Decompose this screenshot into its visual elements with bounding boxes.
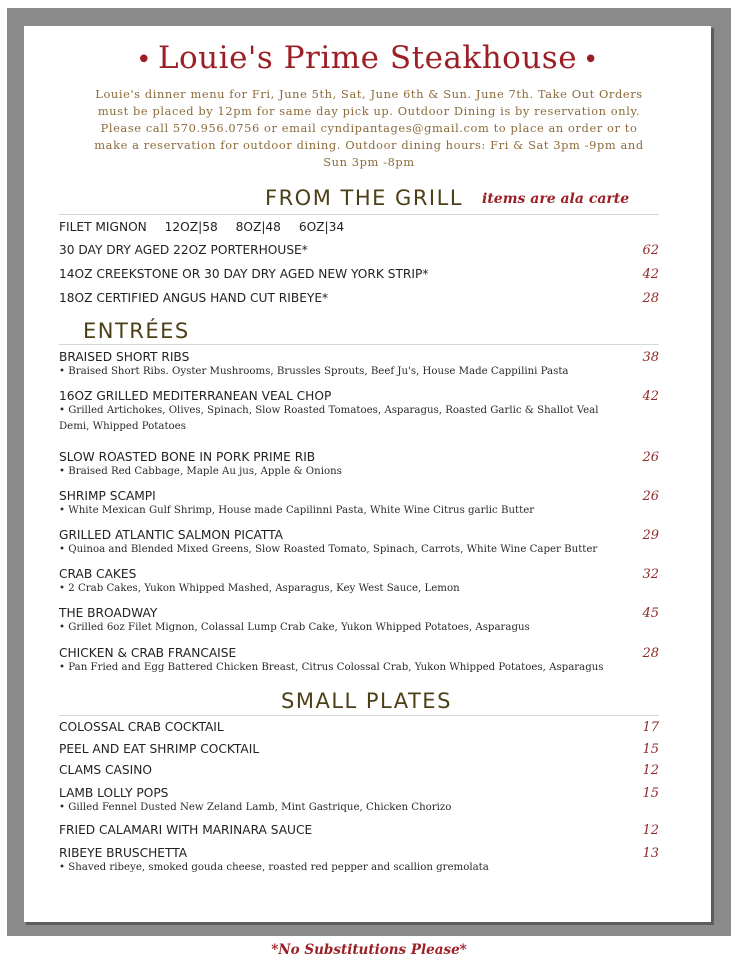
small-plate-item-description: • Shaved ribeye, smoked gouda cheese, roasted red pepper and scallion gremolata (59, 862, 489, 873)
grill-heading: FROM THE GRILL (265, 186, 464, 210)
small-plate-item-name: PEEL AND EAT SHRIMP COCKTAIL (59, 742, 260, 756)
small-plate-item-price: 15 (642, 786, 659, 801)
entree-item-price: 42 (642, 389, 659, 404)
grill-item-name: 30 DAY DRY AGED 22OZ PORTERHOUSE* (59, 243, 308, 257)
small-plate-item (59, 763, 659, 777)
filet-size-12oz: 12OZ|58 (164, 220, 218, 234)
entree-item (59, 567, 659, 597)
filet-name: FILET MIGNON (59, 220, 147, 234)
small-plate-item-price: 12 (642, 763, 659, 778)
entree-item-price: 32 (642, 567, 659, 582)
grill-item-name: 14OZ CREEKSTONE OR 30 DAY DRY AGED NEW YORK STRIP* (59, 267, 429, 281)
grill-item (59, 291, 659, 305)
restaurant-title (24, 40, 711, 76)
entree-item (59, 489, 659, 519)
entree-item (59, 389, 659, 435)
small-plates-heading: SMALL PLATES (281, 689, 452, 713)
grill-item-price: 62 (642, 243, 659, 258)
entree-item-description: • 2 Crab Cakes, Yukon Whipped Mashed, Asparagus, Key West Sauce, Lemon (59, 583, 460, 594)
entree-item-price: 38 (642, 350, 659, 365)
entrees-divider (59, 344, 659, 345)
filet-mignon-row (59, 220, 358, 234)
entree-item-description: • Braised Red Cabbage, Maple Au jus, Apple & Onions (59, 466, 342, 477)
entree-item-description: • Braised Short Ribs. Oyster Mushrooms, Brussles Sprouts, Beef Ju's, House Made Cappilini Pasta (59, 366, 569, 377)
small-plate-item (59, 742, 659, 756)
entree-item-price: 26 (642, 489, 659, 504)
entree-item (59, 350, 659, 380)
small-plate-item-name: LAMB LOLLY POPS (59, 786, 169, 800)
small-plate-item (59, 786, 659, 816)
intro-text: Louie's dinner menu for Fri, June 5th, Sat, June 6th & Sun. June 7th. Take Out Orders must be placed by 12pm for same day pick up. Outdoor Dining is by reservation only. Please call 570.956.0756 or email cyndipantages@gmail.com to place an order or to make a reservation for outdoor dining. Outdoor dining hours: Fri & Sat 3pm -9pm and Sun 3pm -8pm (94, 87, 644, 169)
grill-item-price: 42 (642, 267, 659, 282)
entree-item (59, 646, 659, 676)
ala-carte-note: items are ala carte (482, 191, 630, 207)
grill-item-name: 18OZ CERTIFIED ANGUS HAND CUT RIBEYE* (59, 291, 329, 305)
small-plate-item-name: RIBEYE BRUSCHETTA (59, 846, 188, 860)
entree-item (59, 528, 659, 558)
small-plate-item-description: • Gilled Fennel Dusted New Zeland Lamb, Mint Gastrique, Chicken Chorizo (59, 802, 452, 813)
grill-item (59, 267, 659, 281)
entrees-heading: ENTRÉES (83, 319, 190, 343)
entree-item-description: • Grilled Artichokes, Olives, Spinach, Slow Roasted Tomatoes, Asparagus, Roasted Garlic & Shallot Veal Demi, Whipped Potatoes (59, 405, 599, 432)
entree-item-price: 28 (642, 646, 659, 661)
entree-item-name: GRILLED ATLANTIC SALMON PICATTA (59, 528, 283, 542)
no-substitutions-note: *No Substitutions Please* (271, 942, 467, 958)
entree-item-name: SHRIMP SCAMPI (59, 489, 156, 503)
entree-item-name: SLOW ROASTED BONE IN PORK PRIME RIB (59, 450, 316, 464)
entree-item-description: • Pan Fried and Egg Battered Chicken Breast, Citrus Colossal Crab, Yukon Whipped Potatoes, Asparagus (59, 662, 604, 673)
entree-item-description: • Quinoa and Blended Mixed Greens, Slow Roasted Tomato, Spinach, Carrots, White Wine Caper Butter (59, 544, 598, 555)
small-plate-item-name: COLOSSAL CRAB COCKTAIL (59, 720, 224, 734)
entree-item-name: CHICKEN & CRAB FRANCAISE (59, 646, 237, 660)
small-plate-item-name: CLAMS CASINO (59, 763, 152, 777)
filet-size-8oz: 8OZ|48 (235, 220, 281, 234)
footer (0, 939, 738, 958)
entree-item-name: CRAB CAKES (59, 567, 137, 581)
entree-item (59, 450, 659, 480)
title-dot-left: • (136, 45, 152, 75)
small-plate-item-price: 13 (642, 846, 659, 861)
grill-divider (59, 214, 659, 215)
grill-item (59, 243, 659, 257)
entree-item-name: THE BROADWAY (59, 606, 158, 620)
small-plate-item-price: 12 (642, 823, 659, 838)
small-plate-item-price: 15 (642, 742, 659, 757)
small-plate-item (59, 846, 659, 876)
entree-item-name: BRAISED SHORT RIBS (59, 350, 190, 364)
entree-item-description: • Grilled 6oz Filet Mignon, Colassal Lump Crab Cake, Yukon Whipped Potatoes, Asparagus (59, 622, 530, 633)
small-plate-item-name: FRIED CALAMARI WITH MARINARA SAUCE (59, 823, 313, 837)
entree-item-price: 45 (642, 606, 659, 621)
grill-item-price: 28 (642, 291, 659, 306)
entree-item-name: 16OZ GRILLED MEDITERRANEAN VEAL CHOP (59, 389, 332, 403)
restaurant-name: Louie's Prime Steakhouse (157, 40, 578, 76)
filet-size-6oz: 6OZ|34 (298, 220, 345, 234)
small-plates-divider (59, 715, 659, 716)
small-plate-item (59, 720, 659, 734)
entree-item-price: 29 (642, 528, 659, 543)
title-dot-right: • (583, 45, 599, 75)
entree-item-price: 26 (642, 450, 659, 465)
entree-item-description: • White Mexican Gulf Shrimp, House made Capilinni Pasta, White Wine Citrus garlic Butter (59, 505, 535, 516)
entree-item (59, 606, 659, 636)
small-plate-item-price: 17 (642, 720, 659, 735)
small-plate-item (59, 823, 659, 837)
